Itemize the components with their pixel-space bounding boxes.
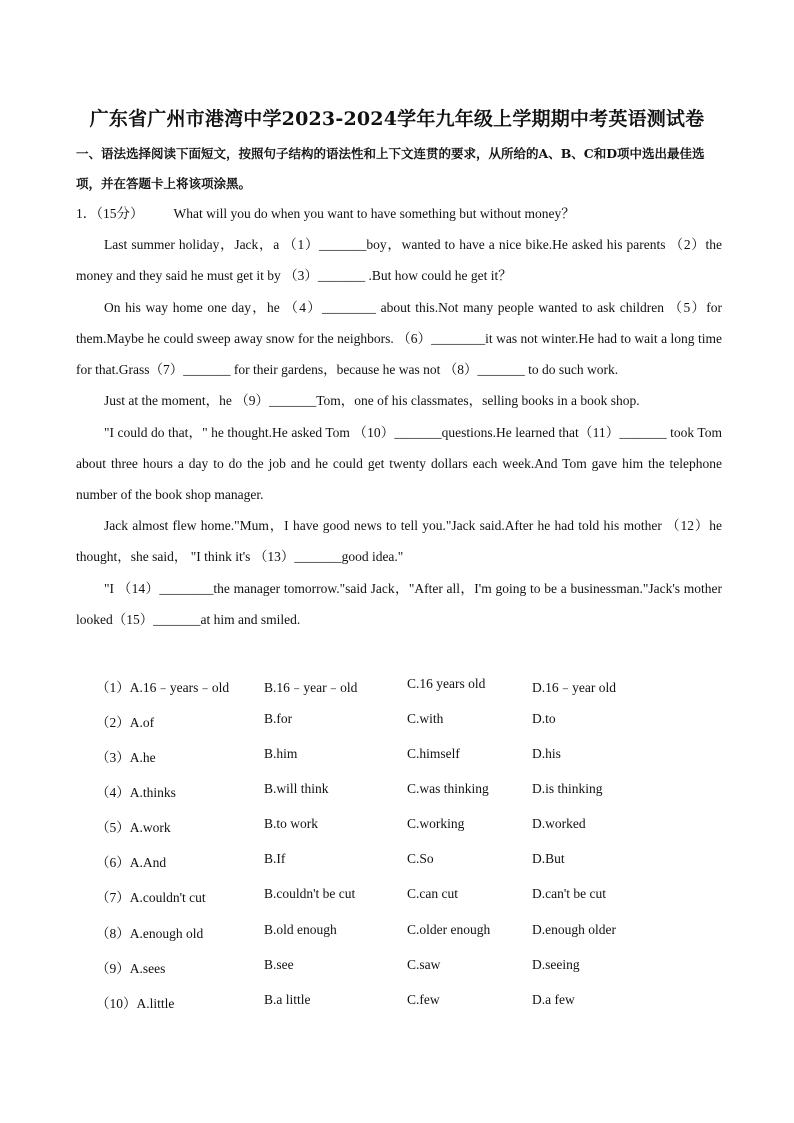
option-b: B.to work bbox=[264, 816, 318, 831]
question-number-score: 1．（15分） bbox=[76, 206, 144, 221]
option-c: C.few bbox=[407, 992, 440, 1007]
option-c: C.can cut bbox=[407, 886, 458, 901]
passage-paragraph-3: Just at the moment，he （9）_______Tom，one of his classmates，selling books in a book shop. bbox=[104, 393, 640, 408]
option-c: C.16 years old bbox=[407, 676, 486, 691]
passage-paragraph-6: "I （14）________the manager tomorrow."said Jack，"After all，I'm going to be a businessman."Jack's mother looked（15）_______at him and smiled. bbox=[76, 581, 722, 627]
option-b: B.couldn't be cut bbox=[264, 886, 356, 901]
passage-paragraph-2: On his way home one day，he （4）________ about this.Not many people wanted to ask children （5）for them.Maybe he could sweep away snow for the neighbors. （6）________it was not winter.He had to wait a long time for that.Grass（7）_______ for their gardens，because he was not （8）_______ to do such work. bbox=[76, 300, 722, 377]
page-title: 广东省广州市港湾中学2023-2024学年九年级上学期期中考英语测试卷 bbox=[89, 108, 705, 130]
option-d: D.enough older bbox=[532, 922, 616, 937]
question-header bbox=[76, 198, 722, 229]
option-a: （9）A.sees bbox=[96, 961, 166, 976]
option-a: （7）A.couldn't cut bbox=[96, 890, 206, 905]
option-a: （1）A.16﹣years﹣old bbox=[96, 680, 230, 695]
option-c: C.saw bbox=[407, 957, 441, 972]
option-a: （8）A.enough old bbox=[96, 926, 204, 941]
option-d: D.seeing bbox=[532, 957, 580, 972]
option-b: B.old enough bbox=[264, 922, 337, 937]
passage-paragraph-5: Jack almost flew home."Mum，I have good news to tell you."Jack said.After he had told his mother （12）he thought，she said， "I think it's （13）_______good idea." bbox=[76, 518, 722, 564]
passage-paragraph-1: Last summer holiday，Jack，a （1）_______boy，wanted to have a nice bike.He asked his parents （2）the money and they said he must get it by （3）_______ .But how could he get it？ bbox=[76, 237, 722, 283]
option-b: B.16﹣year﹣old bbox=[264, 680, 358, 695]
option-b: B.see bbox=[264, 957, 294, 972]
option-d: D.to bbox=[532, 711, 556, 726]
option-c: C.was thinking bbox=[407, 781, 489, 796]
option-c: C.himself bbox=[407, 746, 460, 761]
option-a: （4）A.thinks bbox=[96, 785, 176, 800]
option-a: （2）A.of bbox=[96, 715, 155, 730]
option-d: D.his bbox=[532, 746, 561, 761]
option-d: D.16﹣year old bbox=[532, 680, 616, 695]
option-d: D.is thinking bbox=[532, 781, 603, 796]
option-a: （5）A.work bbox=[96, 820, 171, 835]
option-b: B.a little bbox=[264, 992, 311, 1007]
option-b: B.for bbox=[264, 711, 293, 726]
section-instructions: 一、语法选择阅读下面短文，按照句子结构的语法性和上下文连贯的要求，从所给的A、B、C和D项中选出最佳选项，并在答题卡上将该项涂黑。 bbox=[76, 146, 705, 191]
option-a: （6）A.And bbox=[96, 855, 167, 870]
option-c: C.older enough bbox=[407, 922, 491, 937]
question-prompt: What will you do when you want to have something but without money？ bbox=[173, 206, 575, 221]
option-c: C.with bbox=[407, 711, 444, 726]
option-a: （10）A.little bbox=[96, 996, 175, 1011]
option-d: D.can't be cut bbox=[532, 886, 607, 901]
option-d: D.But bbox=[532, 851, 565, 866]
option-b: B.will think bbox=[264, 781, 329, 796]
option-c: C.working bbox=[407, 816, 465, 831]
option-d: D.a few bbox=[532, 992, 575, 1007]
option-a: （3）A.he bbox=[96, 750, 156, 765]
option-b: B.him bbox=[264, 746, 298, 761]
option-b: B.If bbox=[264, 851, 286, 866]
passage-paragraph-4: "I could do that，" he thought.He asked Tom （10）_______questions.He learned that（11）_______ took Tom about three hours a day to do the job and he could get twenty dollars each week.And Tom gave him the telephone number of the book shop manager. bbox=[76, 425, 722, 502]
option-c: C.So bbox=[407, 851, 434, 866]
option-d: D.worked bbox=[532, 816, 586, 831]
